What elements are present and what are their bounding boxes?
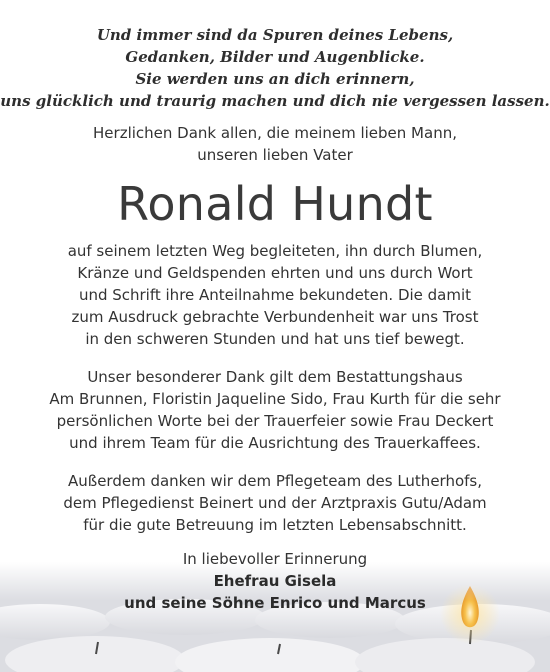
- thanks-line: auf seinem letzten Weg begleiteten, ihn durch Blumen,: [67, 242, 483, 260]
- care-thanks-paragraph: [0, 470, 550, 536]
- thanks-line: und Schrift ihre Anteilnahme bekundeten. Die damit: [78, 286, 472, 304]
- intro-line: Herzlichen Dank allen, die meinem lieben Mann,: [93, 124, 457, 142]
- poem-line: Und immer sind da Spuren deines Lebens,: [96, 26, 454, 44]
- poem-line: Sie werden uns an dich erinnern,: [135, 70, 415, 88]
- thanks-line: zum Ausdruck gebrachte Verbundenheit war uns Trost: [71, 308, 479, 326]
- poem-line: Gedanken, Bilder und Augenblicke.: [125, 48, 425, 66]
- intro-text: [0, 122, 550, 166]
- special-thanks-line: Am Brunnen, Floristin Jaqueline Sido, Frau Kurth für die sehr: [49, 390, 501, 408]
- care-thanks-line: dem Pflegedienst Beinert und der Arztpraxis Gutu/Adam: [63, 494, 487, 512]
- care-thanks-line: Außerdem danken wir dem Pflegeteam des Lutherhofs,: [67, 472, 482, 490]
- signature-widow: Ehefrau Gisela: [213, 572, 337, 590]
- thanks-paragraph: [0, 240, 550, 350]
- signature-sons: und seine Söhne Enrico und Marcus: [124, 594, 426, 612]
- care-thanks-line: für die gute Betreuung im letzten Lebensabschnitt.: [83, 516, 467, 534]
- closing-phrase: In liebevoller Erinnerung: [182, 550, 368, 568]
- thanks-line: Kränze und Geldspenden ehrten und uns durch Wort: [77, 264, 473, 282]
- thanks-line: in den schweren Stunden und hat uns tief bewegt.: [85, 330, 465, 348]
- special-thanks-paragraph: [0, 366, 550, 454]
- special-thanks-line: Unser besonderer Dank gilt dem Bestattungshaus: [87, 368, 463, 386]
- special-thanks-line: persönlichen Worte bei der Trauerfeier sowie Frau Deckert: [56, 412, 494, 430]
- deceased-name: Ronald Hundt: [117, 177, 433, 231]
- intro-line: unseren lieben Vater: [197, 146, 353, 164]
- poem-line: uns glücklich und traurig machen und dich nie vergessen lassen.: [0, 92, 550, 110]
- special-thanks-line: und ihrem Team für die Ausrichtung des Trauerkaffees.: [69, 434, 481, 452]
- memorial-poem: [0, 24, 550, 112]
